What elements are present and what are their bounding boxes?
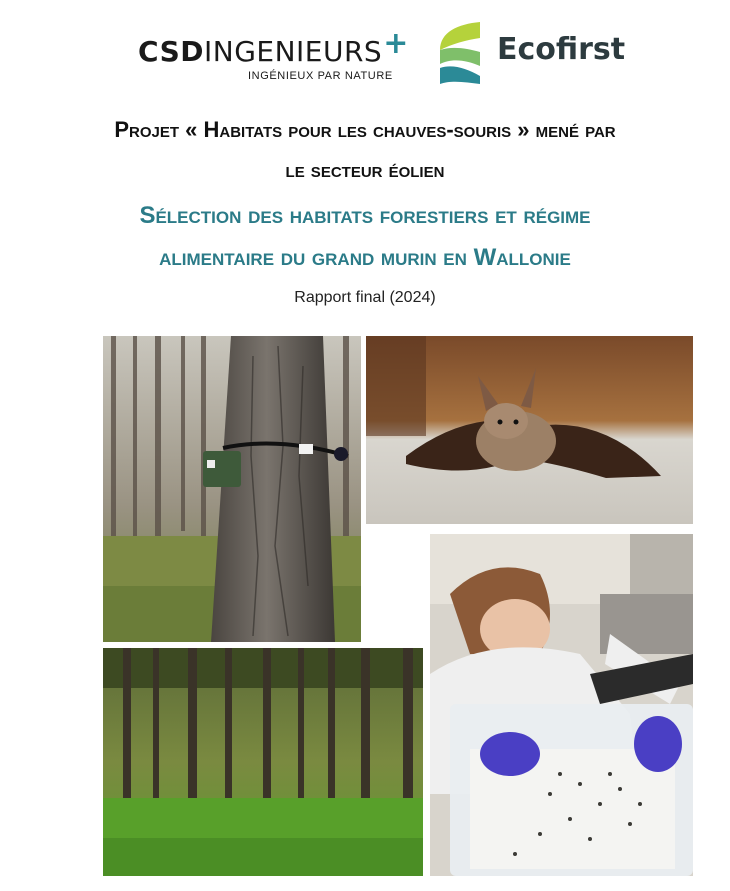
project-title-line1: Projet « Habitats pour les chauves-souris » mené par	[114, 117, 616, 142]
project-title	[0, 110, 730, 190]
ecofirst-logo-text: Ecofirst	[497, 32, 626, 67]
report-label: Rapport final (2024)	[294, 289, 436, 306]
logo-header	[0, 14, 730, 94]
csd-plus-icon: +	[383, 26, 409, 61]
csd-logo-bold: CSD	[138, 35, 204, 68]
report-title-line2: alimentaire du grand murin en Wallonie	[159, 244, 571, 271]
photo-greater-mouse-eared-bat	[366, 336, 693, 524]
photo-researcher-sorting	[430, 534, 693, 876]
csd-ingenieurs-logo	[138, 26, 409, 82]
ecofirst-leaf-icon	[436, 20, 484, 86]
csd-tagline: INGÉNIEUX PAR NATURE	[248, 70, 393, 82]
report-title-line1: Sélection des habitats forestiers et régime	[139, 202, 591, 229]
csd-logo-light: INGENIEURS	[203, 35, 383, 68]
project-title-line2: le secteur éolien	[285, 157, 445, 182]
photo-spruce-forest	[103, 648, 423, 876]
photo-tree-recorder	[103, 336, 361, 642]
report-title	[0, 195, 730, 279]
